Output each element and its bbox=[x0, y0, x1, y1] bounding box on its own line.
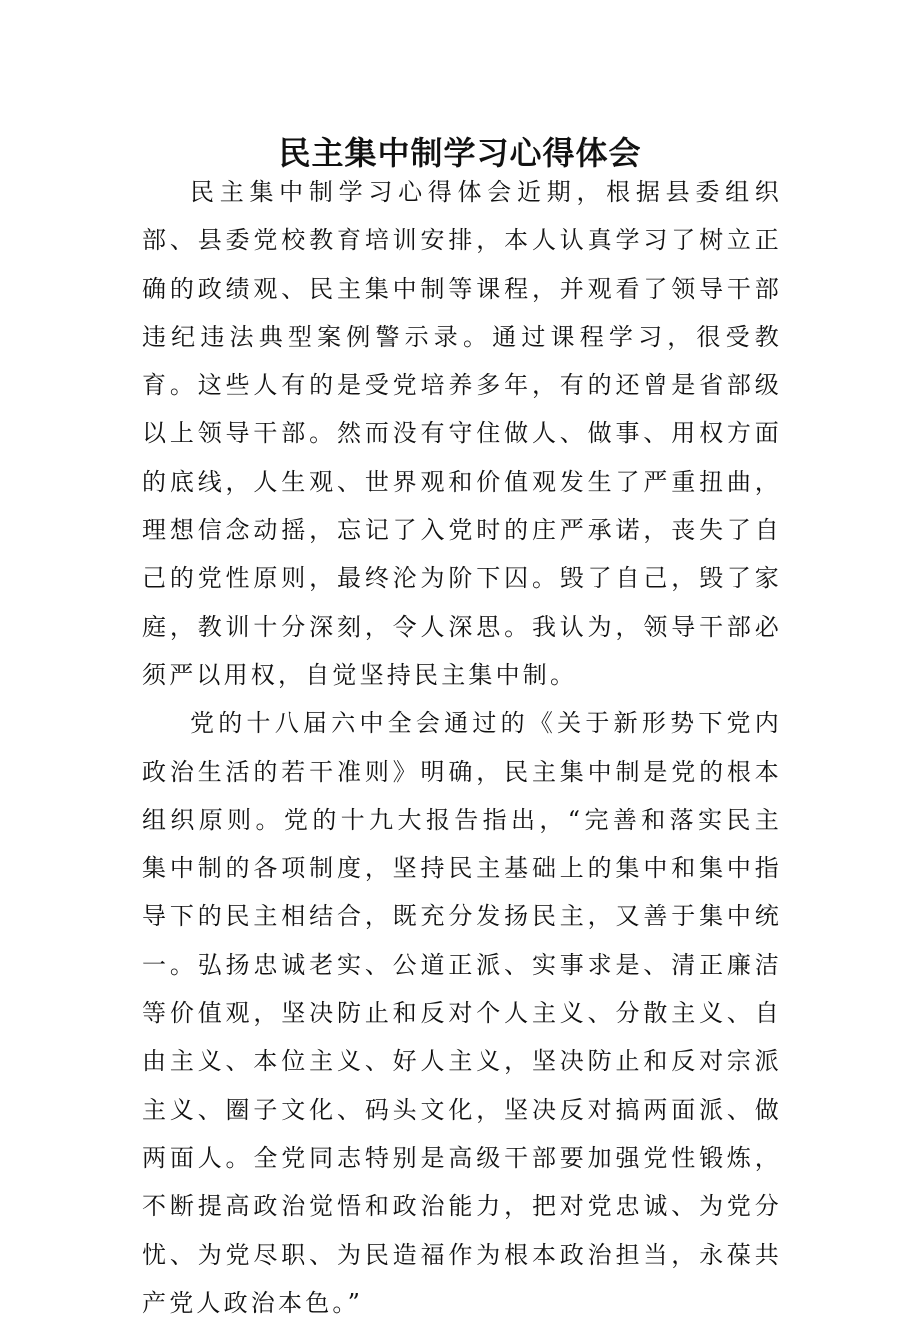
document-title: 民主集中制学习心得体会 bbox=[278, 134, 642, 173]
paragraph-2: 党的十八届六中全会通过的《关于新形势下党内政治生活的若干准则》明确，民主集中制是党的根本组织原则。党的十九大报告指出，“完善和落实民主集中制的各项制度，坚持民主基础上的集中和集中指导下的民主相结合，既充分发扬民主，又善于集中统一。弘扬忠诚老实、公道正派、实事求是、清正廉洁等价值观，坚决防止和反对个人主义、分散主义、自由主义、本位主义、好人主义，坚决防止和反对宗派主义、圈子文化、码头文化，坚决反对搞两面派、做两面人。全党同志特别是高级干部要加强党性锻炼，不断提高政治觉悟和政治能力，把对党忠诚、为党分忧、为党尽职、为民造福作为根本政治担当，永葆共产党人政治本色。” bbox=[142, 709, 782, 1317]
paragraph-1: 民主集中制学习心得体会近期，根据县委组织部、县委党校教育培训安排，本人认真学习了树立正确的政绩观、民主集中制等课程，并观看了领导干部违纪违法典型案例警示录。通过课程学习，很受教育。这些人有的是受党培养多年，有的还曾是省部级以上领导干部。然而没有守住做人、做事、用权方面的底线，人生观、世界观和价值观发生了严重扭曲，理想信念动摇，忘记了入党时的庄严承诺，丧失了自己的党性原则，最终沦为阶下囚。毁了自己，毁了家庭，教训十分深刻，令人深思。我认为，领导干部必须严以用权，自觉坚持民主集中制。 bbox=[142, 178, 782, 689]
document-body bbox=[142, 168, 782, 1327]
